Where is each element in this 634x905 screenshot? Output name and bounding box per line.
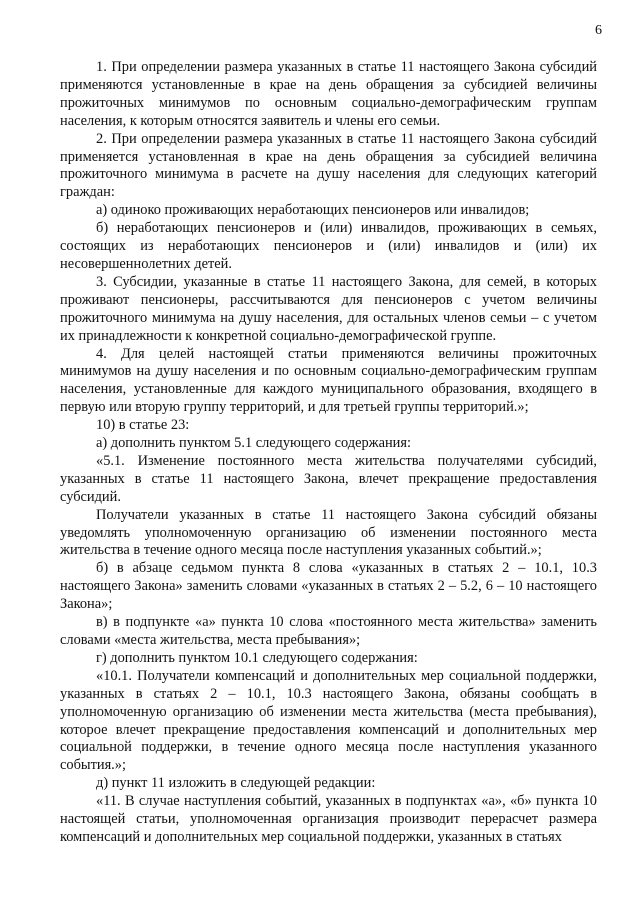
paragraph: д) пункт 11 изложить в следующей редакции: <box>96 775 376 792</box>
paragraph: а) дополнить пунктом 5.1 следующего содержания: <box>96 435 412 452</box>
page-number: 6 <box>595 23 602 38</box>
paragraph: 1. При определении размера указанных в статье 11 настоящего Закона субсидий применяются установленные в крае на день обращения за субсидией величины прожиточных минимумов по основным социально-демографическим группам населения, к которым относятся заявитель и члены его семьи. <box>60 59 597 129</box>
paragraph: 2. При определении размера указанных в статье 11 настоящего Закона субсидий применяется установленная в крае на день обращения за субсидией величина прожиточного минимума в расчете на душу населения для следующих категорий граждан: <box>60 130 597 201</box>
paragraph: а) одиноко проживающих неработающих пенсионеров или инвалидов; <box>96 202 530 219</box>
paragraph: б) неработающих пенсионеров и (или) инвалидов, проживающих в семьях, состоящих из неработающих пенсионеров и (или) инвалидов и (или) их несовершеннолетних детей. <box>60 220 597 272</box>
paragraph: г) дополнить пунктом 10.1 следующего содержания: <box>96 649 418 666</box>
paragraph: «5.1. Изменение постоянного места жительства получателями субсидий, указанных в статье 11 настоящего Закона, влечет прекращение предоставления субсидий. <box>60 452 597 505</box>
paragraph: в) в подпункте «а» пункта 10 слова «постоянного места жительства» заменить словами «места жительства, места пребывания»; <box>60 614 597 648</box>
document-body <box>60 59 597 847</box>
paragraph: 4. Для целей настоящей статьи применяются величины прожиточных минимумов на душу населения и по основным социально-демографическим группам населения, установленные для каждого муниципального образования, входящего в первую или вторую группу территорий, и для третьей группы территорий.»; <box>60 345 597 416</box>
paragraph: 3. Субсидии, указанные в статье 11 настоящего Закона, для семей, в которых проживают пенсионеры, рассчитываются для пенсионеров с учетом величины прожиточного минимума на душу населения, для остальных членов семьи – с учетом их принадлежности к конкретной социально-демографической группе. <box>60 273 597 344</box>
paragraph: Получатели указанных в статье 11 настоящего Закона субсидий обязаны уведомлять уполномоченную организацию об изменении постоянного места жительства в течение одного месяца после наступления указанных событий.»; <box>60 506 597 559</box>
paragraph: «10.1. Получатели компенсаций и дополнительных мер социальной поддержки, указанных в статьях 2 – 10.1, 10.3 настоящего Закона, обязаны сообщать в уполномоченную организацию об изменении места жительства (места пребывания), которое влечет прекращение предоставления компенсаций и дополнительных мер социальной поддержки, в течение одного месяца после наступления указанного события.»; <box>60 667 597 774</box>
paragraph: 10) в статье 23: <box>96 417 190 434</box>
paragraph: «11. В случае наступления событий, указанных в подпунктах «а», «б» пункта 10 настоящей статьи, уполномоченная организация производит перерасчет размера компенсаций и дополнительных мер социальной поддержки, указанных в статьях <box>60 793 597 845</box>
paragraph: б) в абзаце седьмом пункта 8 слова «указанных в статьях 2 – 10.1, 10.3 настоящего Закона» заменить словами «указанных в статьях 2 – 5.2, 6 – 10 настоящего Закона»; <box>60 560 597 613</box>
